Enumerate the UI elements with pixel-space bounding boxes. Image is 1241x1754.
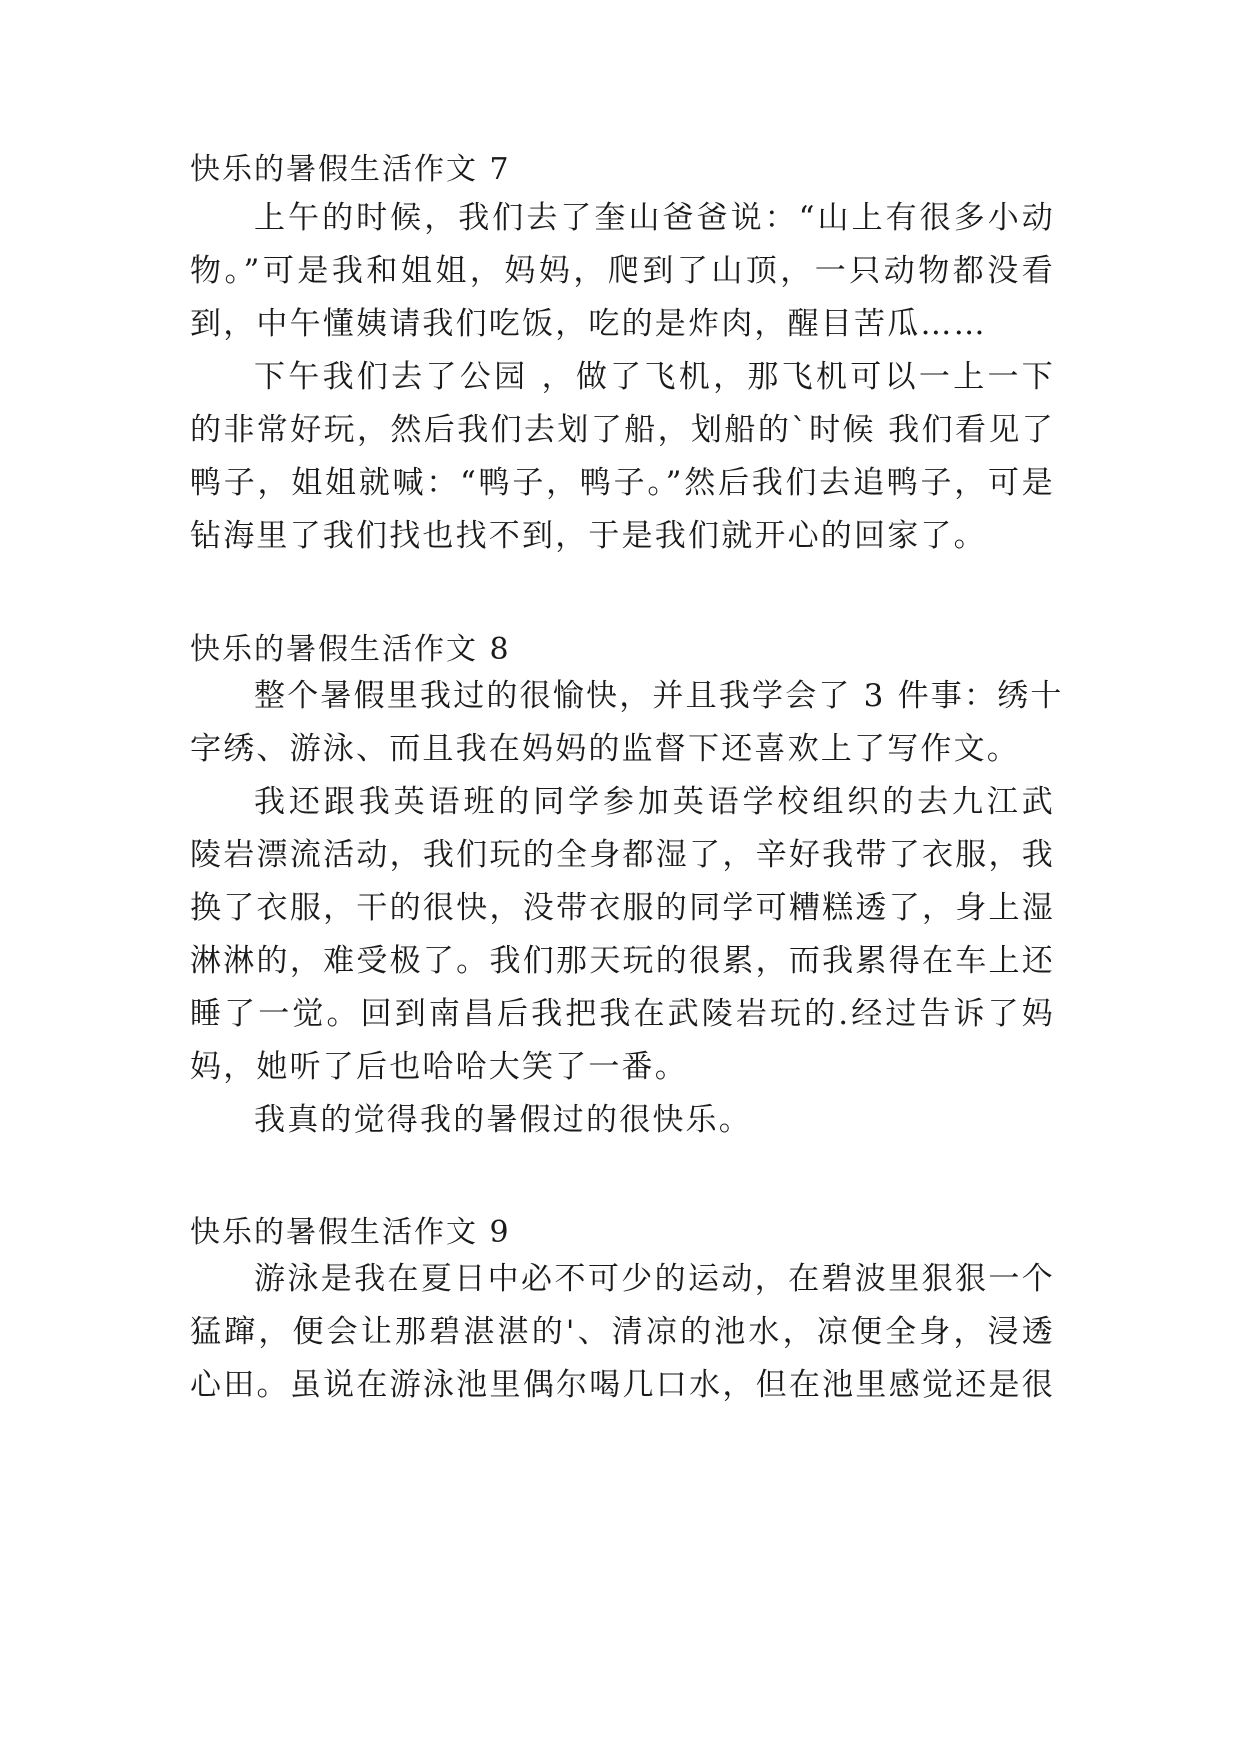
paragraph-line: 心田。虽说在游泳池里偶尔喝几口水，但在池里感觉还是很 <box>190 1367 1055 1403</box>
paragraph-line: 游泳是我在夏日中必不可少的运动，在碧波里狠狠一个 <box>254 1261 1055 1297</box>
paragraph-line: 睡了一觉。回到南昌后我把我在武陵岩玩的.经过告诉了妈 <box>190 996 1055 1032</box>
paragraph-line: 我还跟我英语班的同学参加英语学校组织的去九江武 <box>254 784 1055 820</box>
paragraph-line: 妈，她听了后也哈哈大笑了一番。 <box>190 1049 688 1085</box>
paragraph-line: 物。”可是我和姐姐，妈妈，爬到了山顶，一只动物都没看 <box>190 253 1055 289</box>
paragraph-line: 下午我们去了公园 ，做了飞机，那飞机可以一上一下 <box>254 359 1055 395</box>
paragraph-line: 字绣、游泳、而且我在妈妈的监督下还喜欢上了写作文。 <box>190 731 1020 767</box>
section-heading: 快乐的暑假生活作文 7 <box>190 152 511 187</box>
paragraph-line: 猛蹿，便会让那碧湛湛的'、清凉的池水，凉便全身，浸透 <box>190 1314 1055 1350</box>
paragraph-line: 我真的觉得我的暑假过的很快乐。 <box>254 1102 752 1138</box>
paragraph-line: 钻海里了我们找也找不到，于是我们就开心的回家了。 <box>190 518 987 554</box>
paragraph-line: 淋淋的，难受极了。我们那天玩的很累，而我累得在车上还 <box>190 943 1055 979</box>
paragraph-line: 鸭子，姐姐就喊：“鸭子，鸭子。”然后我们去追鸭子，可是 <box>190 465 1055 501</box>
paragraph-line: 换了衣服，干的很快，没带衣服的同学可糟糕透了，身上湿 <box>190 890 1055 926</box>
paragraph-line: 上午的时候，我们去了奎山爸爸说：“山上有很多小动 <box>254 200 1055 236</box>
paragraph-line: 陵岩漂流活动，我们玩的全身都湿了，辛好我带了衣服，我 <box>190 837 1055 873</box>
section-heading: 快乐的暑假生活作文 9 <box>190 1215 511 1250</box>
paragraph-line: 整个暑假里我过的很愉快，并且我学会了 3 件事：绣十 <box>254 678 1064 714</box>
paragraph-line: 到，中午懂姨请我们吃饭，吃的是炸肉，醒目苦瓜…… <box>190 306 987 342</box>
paragraph-line: 的非常好玩，然后我们去划了船，划船的`时候 我们看见了 <box>190 412 1055 448</box>
section-heading: 快乐的暑假生活作文 8 <box>190 632 511 667</box>
